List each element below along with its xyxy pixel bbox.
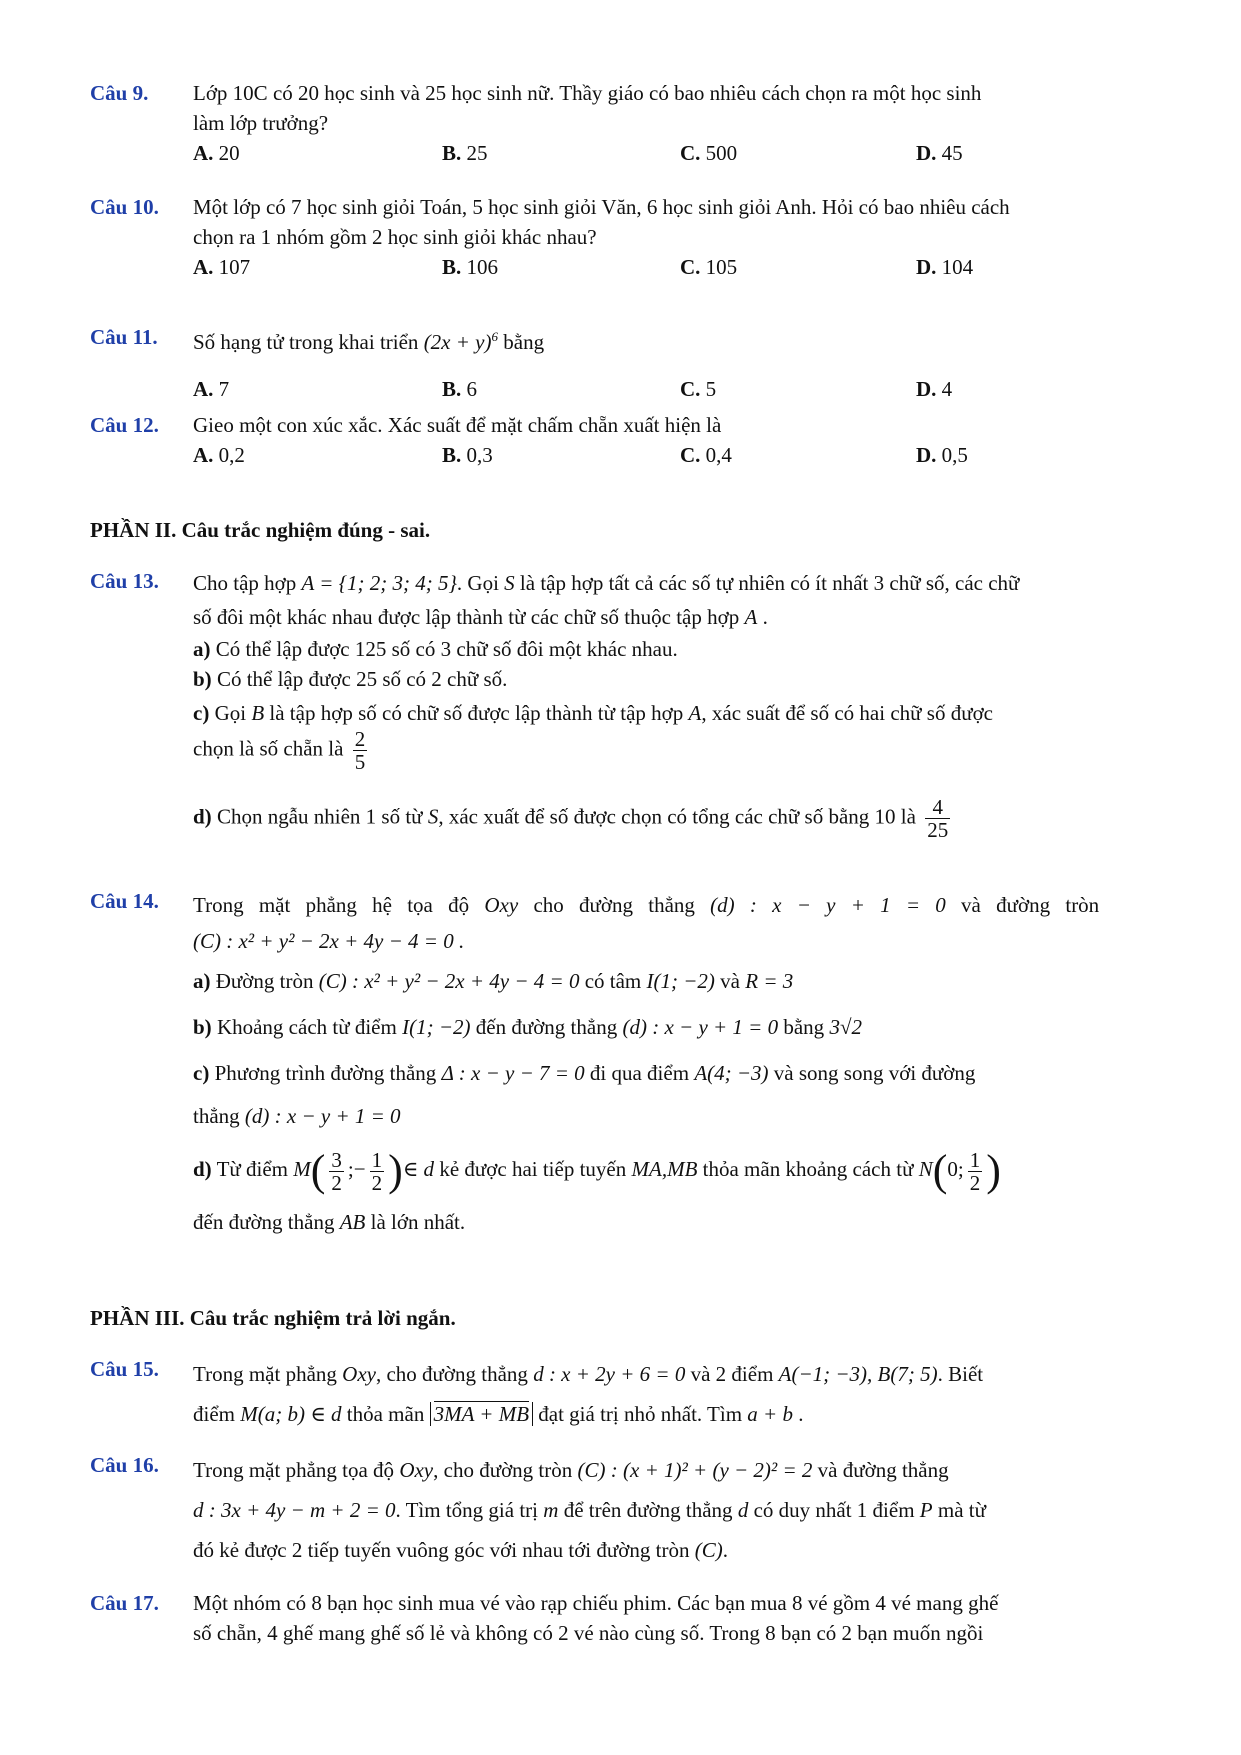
statement-d-cont: đến đường thẳng AB là lớn nhất. — [193, 1210, 466, 1234]
question-text: số chẵn, 4 ghế mang ghế số lẻ và không có 2 vé nào cùng số. Trong 8 bạn có 2 bạn muốn ngồi — [193, 1621, 984, 1645]
question-13: Câu 13. Cho tập hợp A = {1; 2; 3; 4; 5}. Gọi S là tập hợp tất cả các số tự nhiên có ít nhất 3 chữ số, các chữ số đôi một khác nhau được lập thành từ các chữ số thuộc tập hợp A . a) Có thể lập được 125 số có 3 chữ số đôi một khác nhau. b) Có thể lập được 25 số có 2 chữ số. c) Gọi B là tập hợp số có chữ số được lập thành từ tập hợp A, xác suất để số có hai chữ số được chọn là số chẵn là $\frac{2}{5}$ d) Chọn ngẫu nhiên 1 số từ S, xác xuất để số được chọn có tổng các chữ số bằng 10 là $\frac{4}{25}$ — [90, 566, 1150, 841]
question-label: Câu 15. — [90, 1357, 159, 1381]
statement-b: b) Có thể lập được 25 số có 2 chữ số. — [193, 667, 508, 691]
question-text: Một nhóm có 8 bạn học sinh mua vé vào rạp chiếu phim. Các bạn mua 8 vé gồm 4 vé mang ghế — [193, 1591, 999, 1615]
question-label: Câu 16. — [90, 1453, 159, 1477]
option-d: D. 4 — [916, 377, 953, 401]
statement-d: d) Từ điểm M( $\frac{3}{2}$ ;− $\frac{1}{2}$ )∈ d kẻ được hai tiếp tuyến MA,MB thỏa mãn khoảng cách từ N(0; $\frac{1}{2}$ ) — [193, 1146, 1001, 1196]
options-row — [193, 138, 1150, 168]
question-12 — [90, 410, 1150, 470]
option-b: B. 0,3 — [442, 443, 493, 467]
options-row — [193, 252, 1150, 282]
math-expression: $(2x + y)^6$ — [423, 329, 498, 354]
options-row — [193, 440, 1150, 470]
option-b: B. 106 — [442, 255, 499, 279]
statement-c: c) Phương trình đường thẳng Δ : x − y − 7 = 0 đi qua điểm A(4; −3) và song song với đường — [193, 1061, 976, 1085]
question-text: làm lớp trưởng? — [193, 111, 329, 135]
question-label: Câu 10. — [90, 195, 159, 219]
question-9 — [90, 78, 1150, 168]
question-16: Câu 16. Trong mặt phẳng tọa độ Oxy, cho đường tròn (C) : (x + 1)² + (y − 2)² = 2 và đường thẳng d : 3x + 4y − m + 2 = 0. Tìm tổng giá trị m để trên đường thẳng d có duy nhất 1 điểm P mà từ đó kẻ được 2 tiếp tuyến vuông góc với nhau tới đường tròn (C). — [90, 1450, 1150, 1570]
question-11: Câu 11. Số hạng tử trong khai triển $(2x + y)^6$ bằng A. 7 B. 6 C. 5 D. 4 — [90, 322, 1150, 404]
question-15: Câu 15. Trong mặt phẳng Oxy, cho đường thẳng d : x + 2y + 6 = 0 và 2 điểm A(−1; −3), B(7; 5). Biết điểm M(a; b) ∈ d thỏa mãn 3MA + MB đạt giá trị nhỏ nhất. Tìm a + b . — [90, 1354, 1150, 1434]
option-c: C. 105 — [680, 255, 738, 279]
question-14: Câu 14. Trong mặt phẳng hệ tọa độ Oxy cho đường thẳng (d) : x − y + 1 = 0 và đường tròn (C) : x² + y² − 2x + 4y − 4 = 0 . a) Đường tròn (C) : x² + y² − 2x + 4y − 4 = 0 có tâm I(1; −2) và R = 3 b) Khoảng cách từ điểm I(1; −2) đến đường thẳng (d) : x − y + 1 = 0 bằng 3√2 c) Phương trình đường thẳng Δ : x − y − 7 = 0 đi qua điểm A(4; −3) và song song với đường thẳng (d) : x − y + 1 = 0 d) Từ điểm M( $\frac{3}{2}$ ;− $\frac{1}{2}$ )∈ d kẻ được hai tiếp tuyến MA,MB thỏa mãn khoảng cách từ N(0; $\frac{1}{2}$ ) đến đường thẳng AB là lớn nhất. — [90, 886, 1150, 1242]
question-label: Câu 12. — [90, 413, 159, 437]
statement-d: d) Chọn ngẫu nhiên 1 số từ S, xác xuất để số được chọn có tổng các chữ số bằng 10 là $\frac{4}{25}$ — [193, 795, 949, 842]
option-b: B. 6 — [442, 377, 478, 401]
option-d: D. 0,5 — [916, 443, 968, 467]
question-text: Lớp 10C có 20 học sinh và 25 học sinh nữ. Thầy giáo có bao nhiêu cách chọn ra một học sinh — [193, 81, 982, 105]
question-label: Câu 14. — [90, 889, 159, 913]
fraction: $\frac{4}{25}$ — [927, 795, 949, 842]
question-label: Câu 17. — [90, 1591, 159, 1615]
option-d: D. 45 — [916, 141, 963, 165]
option-d: D. 104 — [916, 255, 974, 279]
question-text: Gieo một con xúc xắc. Xác suất để mặt chấm chẵn xuất hiện là — [193, 413, 722, 437]
options-row — [193, 374, 1150, 404]
question-label: Câu 13. — [90, 569, 159, 593]
option-b: B. 25 — [442, 141, 488, 165]
question-17 — [90, 1588, 1150, 1648]
option-a: A. 0,2 — [193, 443, 245, 467]
question-10 — [90, 192, 1150, 282]
statement-a: a) Đường tròn (C) : x² + y² − 2x + 4y − 4 = 0 có tâm I(1; −2) và R = 3 — [193, 969, 794, 993]
fraction: $\frac{2}{5}$ — [354, 727, 366, 774]
section-title: PHẦN III. Câu trắc nghiệm trả lời ngắn. — [90, 1306, 456, 1330]
option-a: A. 107 — [193, 255, 251, 279]
option-a: A. 20 — [193, 141, 240, 165]
option-c: C. 5 — [680, 377, 717, 401]
statement-c-cont: thẳng (d) : x − y + 1 = 0 — [193, 1104, 401, 1128]
question-label: Câu 11. — [90, 325, 158, 349]
section-title: PHẦN II. Câu trắc nghiệm đúng - sai. — [90, 518, 431, 542]
statement-a: a) Có thể lập được 125 số có 3 chữ số đôi một khác nhau. — [193, 637, 678, 661]
statement-b: b) Khoảng cách từ điểm I(1; −2) đến đường thẳng (d) : x − y + 1 = 0 bằng 3√2 — [193, 1015, 862, 1039]
statement-c: c) Gọi B là tập hợp số có chữ số được lập thành từ tập hợp A, xác suất để số có hai chữ số được — [193, 701, 993, 725]
option-c: C. 0,4 — [680, 443, 732, 467]
option-c: C. 500 — [680, 141, 738, 165]
question-text: chọn ra 1 nhóm gồm 2 học sinh giỏi khác nhau? — [193, 225, 597, 249]
option-a: A. 7 — [193, 377, 230, 401]
question-label: Câu 9. — [90, 81, 149, 105]
statement-c-cont: chọn là số chẵn là $\frac{2}{5}$ — [193, 727, 366, 774]
question-text: Một lớp có 7 học sinh giỏi Toán, 5 học sinh giỏi Văn, 6 học sinh giỏi Anh. Hỏi có bao nhiêu cách — [193, 195, 1010, 219]
